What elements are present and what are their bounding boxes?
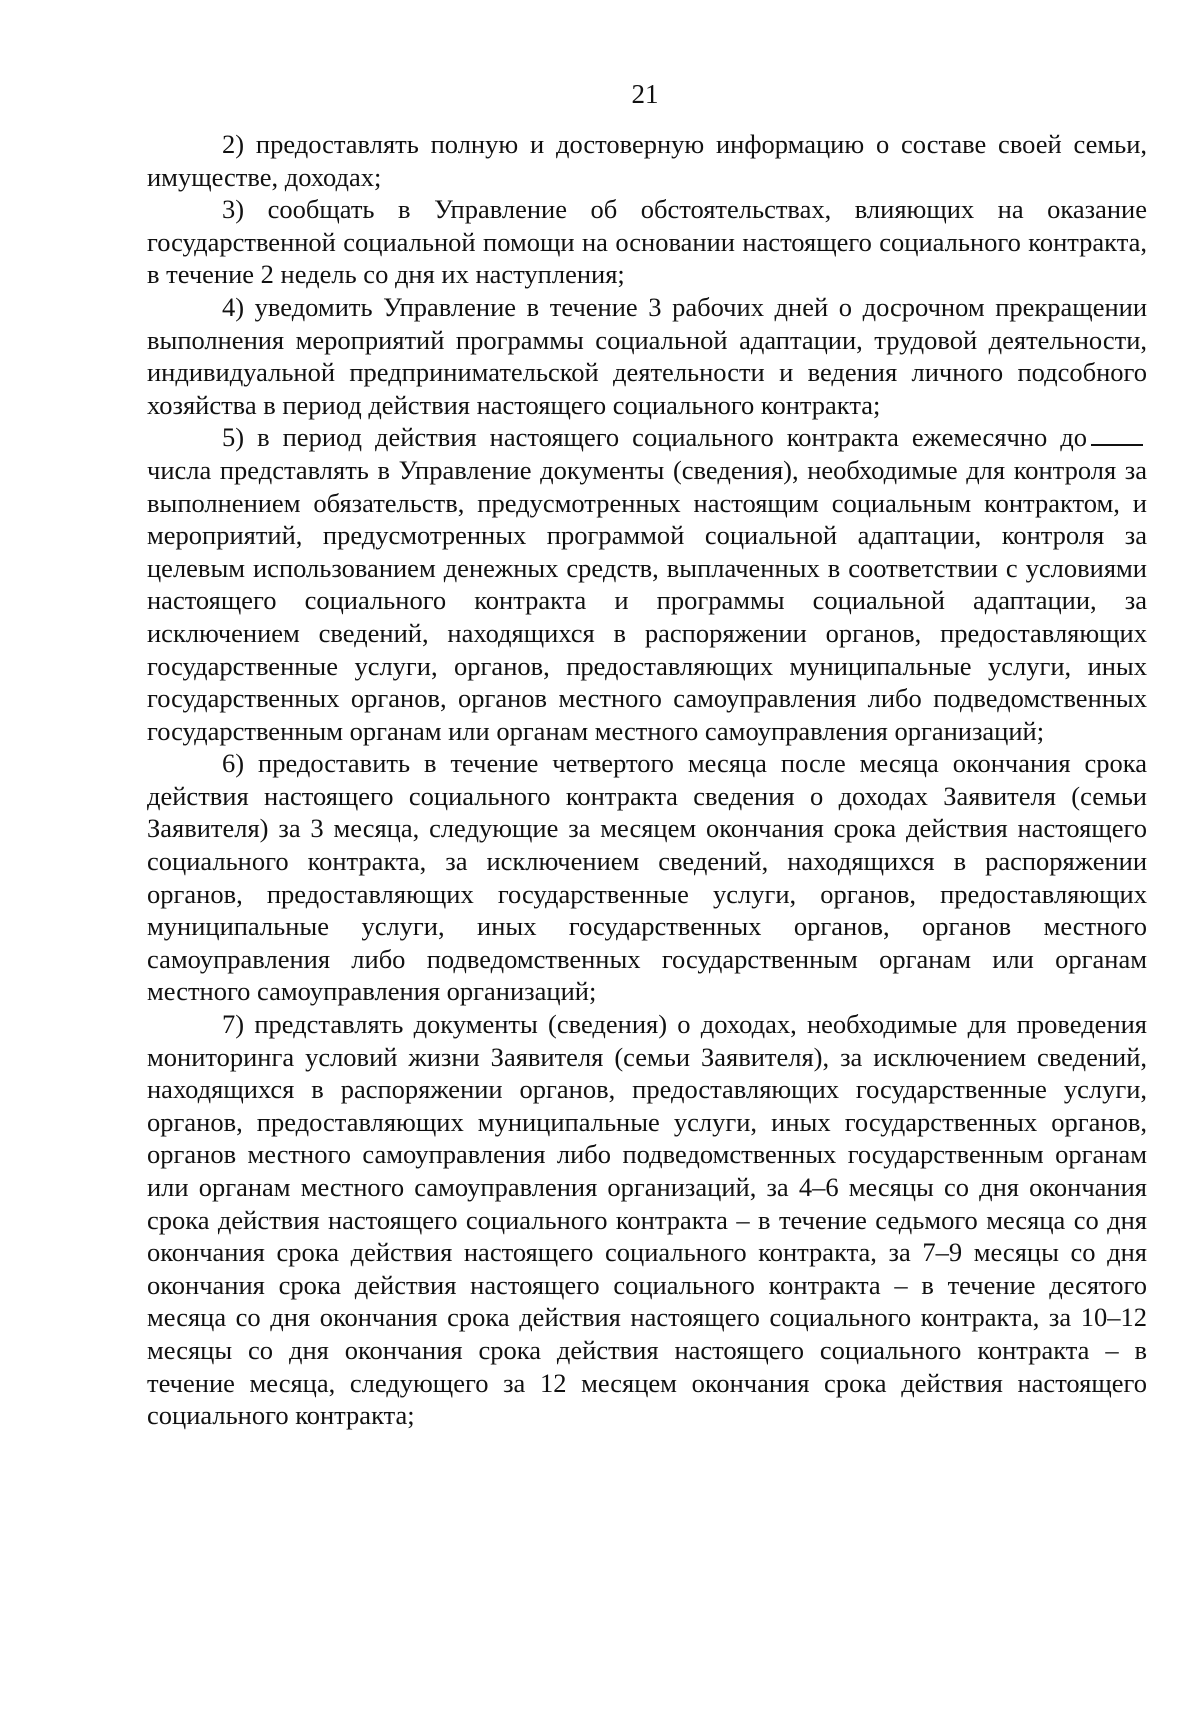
paragraph-item-4: 4) уведомить Управление в течение 3 рабочих дней о досрочном прекращении выполнения мероприятий программы социальной адаптации, трудовой деятельности, индивидуальной предпринимательской деятельности и ведения личного подсобного хозяйства в период действия настоящего социального контракта; [147, 291, 1147, 420]
paragraph-item-6: 6) предоставить в течение четвертого месяца после месяца окончания срока действия настоящего социального контракта сведения о доходах Заявителя (семьи Заявителя) за 3 месяца, следующие за месяцем окончания срока действия настоящего социального контракта, за исключением сведений, находящихся в распоряжении органов, предоставляющих государственные услуги, органов, предоставляющих муниципальные услуги, иных государственных органов, органов местного самоуправления либо подведомственных государственным органам или органам местного самоуправления организаций; [147, 748, 1147, 1007]
paragraph-item-5-lead: 5) в период действия настоящего социального контракта ежемесячно до [222, 422, 1087, 453]
paragraph-item-2: 2) предоставлять полную и достоверную информацию о составе своей семьи, имуществе, доходах; [147, 129, 1147, 192]
paragraph-item-5-rest: числа представлять в Управление документы (сведения), необходимые для контроля за выполнением обязательств, предусмотренных настоящим социальным контрактом, и мероприятий, предусмотренных программой социальной адаптации, контроля за целевым использованием денежных средств, выплаченных в соответствии с условиями настоящего социального контракта и программы социальной адаптации, за исключением сведений, находящихся в распоряжении органов, предоставляющих государственные услуги, органов, предоставляющих муниципальные услуги, иных государственных органов, органов местного самоуправления либо подведомственных государственным органам или органам местного самоуправления организаций; [147, 454, 1147, 746]
page-number: 21 [631, 79, 659, 109]
document-body [147, 128, 1147, 1432]
paragraph-item-5 [147, 421, 1147, 747]
fill-in-blank [1091, 443, 1143, 446]
paragraph-item-7: 7) представлять документы (сведения) о доходах, необходимые для проведения мониторинга условий жизни Заявителя (семьи Заявителя), за исключением сведений, находящихся в распоряжении органов, предоставляющих государственные услуги, органов, предоставляющих муниципальные услуги, иных государственных органов, органов местного самоуправления либо подведомственных государственным органам или органам местного самоуправления организаций, за 4–6 месяцы со дня окончания срока действия настоящего социального контракта – в течение седьмого месяца со дня окончания срока действия настоящего социального контракта, за 7–9 месяцы со дня окончания срока действия настоящего социального контракта – в течение десятого месяца со дня окончания срока действия настоящего социального контракта, за 10–12 месяцы со дня окончания срока действия настоящего социального контракта – в течение месяца, следующего за 12 месяцем окончания срока действия настоящего социального контракта; [147, 1009, 1147, 1431]
paragraph-item-3: 3) сообщать в Управление об обстоятельствах, влияющих на оказание государственной социальной помощи на основании настоящего социального контракта, в течение 2 недель со дня их наступления; [147, 194, 1147, 290]
